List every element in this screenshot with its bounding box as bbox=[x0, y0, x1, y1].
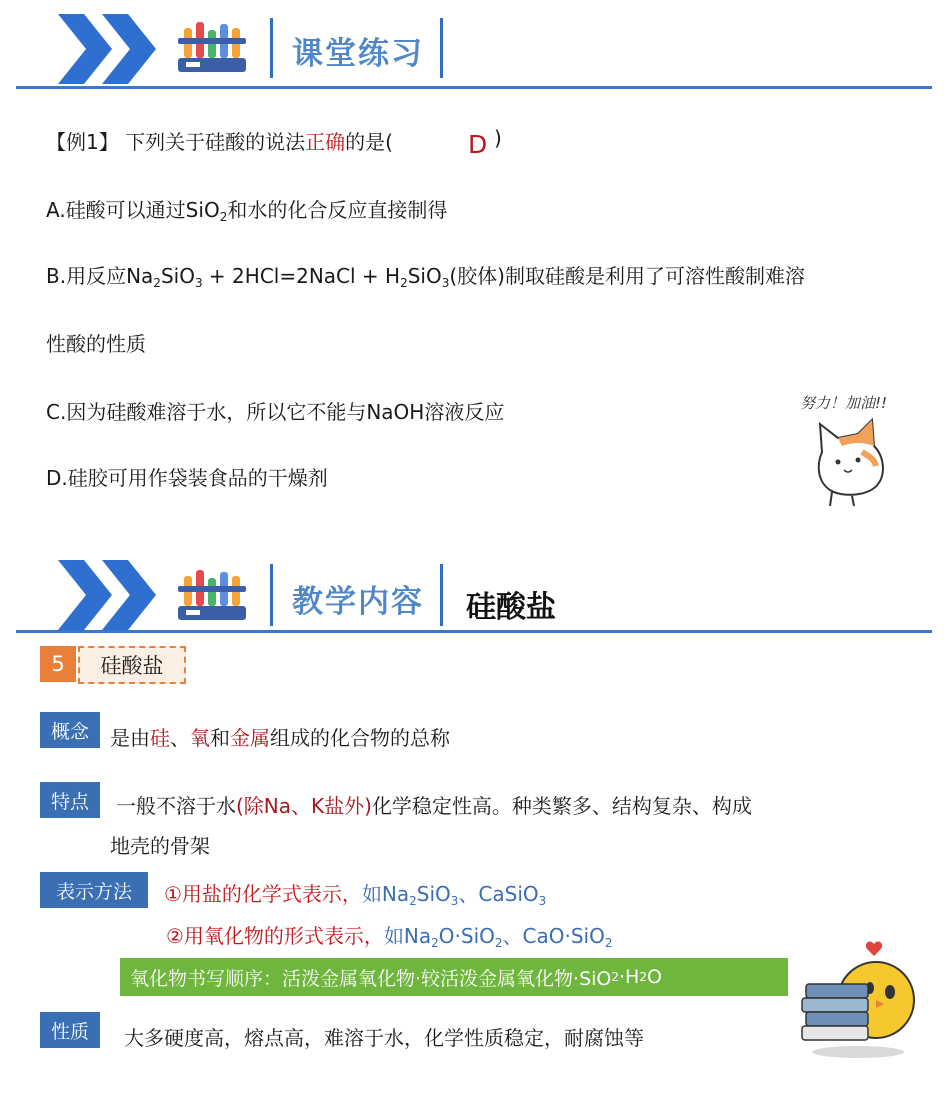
option-a-text: 和水的化合反应直接制得 bbox=[227, 198, 448, 222]
question-stem bbox=[46, 126, 393, 155]
option-b-continued: 性酸的性质 bbox=[46, 332, 146, 356]
section-title: 教学内容 bbox=[292, 584, 424, 620]
feature-text-continued: 地壳的骨架 bbox=[110, 834, 210, 858]
property-tag: 性质 bbox=[40, 1012, 100, 1048]
section-number-badge: 5 bbox=[40, 646, 76, 682]
method-label: ①用盐的化学式表示， bbox=[164, 882, 362, 906]
test-tube-rack-icon bbox=[174, 560, 250, 628]
formula-part: O·SiO bbox=[438, 924, 495, 948]
option-a-text: A.硅酸可以通过SiO bbox=[46, 198, 220, 222]
option-a bbox=[46, 194, 447, 223]
header-divider bbox=[270, 564, 273, 626]
concept-part: 组成的化合物的总称 bbox=[270, 726, 450, 750]
concept-part: 是由 bbox=[110, 726, 150, 750]
question-close-paren: ) bbox=[494, 126, 502, 150]
option-b-text: SiO bbox=[160, 264, 195, 288]
subscript: 3 bbox=[194, 276, 203, 290]
method-example bbox=[362, 882, 546, 906]
formula-part: 、CaSiO bbox=[458, 882, 539, 906]
property-text: 大多硬度高，熔点高，难溶于水，化学性质稳定，耐腐蚀等 bbox=[124, 1026, 644, 1050]
section-badge-label: 硅酸盐 bbox=[78, 646, 186, 684]
subscript: 2 bbox=[494, 936, 503, 950]
section-subtitle: 硅酸盐 bbox=[466, 590, 556, 625]
formula-part: 如Na bbox=[383, 924, 432, 948]
option-b-text: (胶体)制取硅酸是利用了可溶性酸制难溶 bbox=[449, 264, 805, 288]
oxide-order-banner: 氧化物书写顺序：活泼金属氧化物·较活泼金属氧化物·SiO 2 ·H 2 O bbox=[120, 958, 788, 996]
question-prefix: 【例1】 下列关于硅酸的说法 bbox=[46, 130, 306, 154]
feature-tag: 特点 bbox=[40, 782, 100, 818]
order-text: ·H bbox=[619, 966, 640, 988]
concept-tag: 概念 bbox=[40, 712, 100, 748]
chick-with-books-icon bbox=[798, 940, 920, 1060]
formula-part: 如Na bbox=[361, 882, 410, 906]
feature-keyword: (除Na、K盐外) bbox=[236, 794, 372, 818]
header-divider bbox=[440, 564, 443, 626]
formula-part: 、CaO·SiO bbox=[502, 924, 605, 948]
method-example bbox=[384, 924, 613, 948]
header-divider bbox=[270, 18, 273, 78]
representation-method-1 bbox=[164, 878, 546, 907]
concept-keyword: 氧 bbox=[190, 726, 210, 750]
option-b-text: SiO bbox=[407, 264, 442, 288]
chevron-arrows-icon bbox=[58, 560, 166, 630]
header-underline bbox=[16, 630, 932, 633]
order-text: O bbox=[646, 966, 662, 988]
concept-text bbox=[110, 722, 450, 751]
subscript: 2 bbox=[153, 276, 161, 290]
option-b bbox=[46, 260, 805, 289]
concept-part: 、 bbox=[170, 726, 190, 750]
concept-keyword: 金属 bbox=[230, 726, 270, 750]
cat-sticker-icon bbox=[812, 412, 898, 508]
question-emphasis: 正确 bbox=[305, 130, 346, 154]
subscript: 2 bbox=[431, 936, 439, 950]
header-underline bbox=[16, 86, 932, 89]
method-label: ②用氧化物的形式表示， bbox=[166, 924, 384, 948]
subscript: 2 bbox=[400, 276, 408, 290]
formula-part: SiO bbox=[416, 882, 451, 906]
representation-method-2 bbox=[166, 920, 613, 949]
feature-part: 一般不溶于水 bbox=[116, 794, 236, 818]
test-tube-rack-icon bbox=[174, 12, 250, 80]
chevron-arrows-icon bbox=[58, 14, 166, 84]
subscript: 2 bbox=[604, 936, 613, 950]
option-b-text: B.用反应Na bbox=[46, 264, 154, 288]
representation-tag: 表示方法 bbox=[40, 872, 148, 908]
subscript: 3 bbox=[538, 894, 547, 908]
subscript: 3 bbox=[450, 894, 459, 908]
subscript: 2 bbox=[219, 210, 228, 224]
option-d: D.硅胶可用作袋装食品的干燥剂 bbox=[46, 466, 328, 490]
answer-mark: D bbox=[468, 130, 488, 159]
question-suffix: 的是( bbox=[345, 130, 393, 154]
sticker-caption: 努力！加油!! bbox=[800, 394, 888, 412]
order-text: 氧化物书写顺序：活泼金属氧化物·较活泼金属氧化物·SiO bbox=[130, 967, 612, 990]
concept-keyword: 硅 bbox=[150, 726, 170, 750]
concept-part: 和 bbox=[210, 726, 230, 750]
subscript: 3 bbox=[441, 276, 450, 290]
subscript: 2 bbox=[409, 894, 417, 908]
header-divider bbox=[440, 18, 443, 78]
feature-part: 化学稳定性高。种类繁多、结构复杂、构成 bbox=[371, 794, 752, 818]
feature-text bbox=[116, 790, 752, 819]
option-b-text: + 2HCl=2NaCl + H bbox=[202, 264, 401, 288]
section-title: 课堂练习 bbox=[292, 36, 424, 72]
option-c: C.因为硅酸难溶于水，所以它不能与NaOH溶液反应 bbox=[46, 400, 505, 424]
